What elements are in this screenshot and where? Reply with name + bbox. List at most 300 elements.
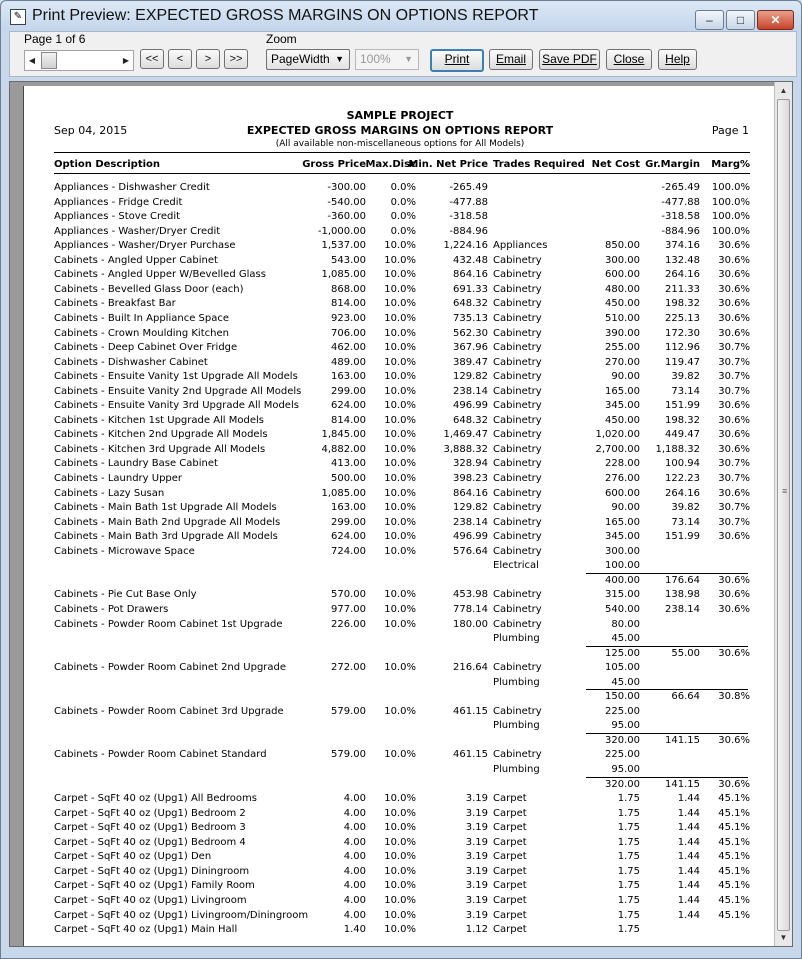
cell-gross-price: 4.00 (343, 880, 366, 892)
cell-min-net-price: 453.98 (453, 589, 488, 601)
cell-trade: Carpet (493, 880, 527, 892)
cell-trade: Carpet (493, 909, 527, 921)
cell-description: Cabinets - Main Bath 3rd Upgrade All Models (54, 531, 278, 543)
cell-max-disc: 10.0% (384, 240, 416, 252)
table-row (24, 211, 776, 224)
cell-marg-pct: 30.6% (718, 647, 750, 659)
subtotal-divider (586, 777, 748, 778)
cell-min-net-price: 3.19 (465, 894, 488, 906)
cell-net-cost: 1.75 (617, 836, 640, 848)
cell-description: Cabinets - Pot Drawers (54, 603, 169, 615)
cell-marg-pct: 30.7% (718, 342, 750, 354)
cell-gr-margin: 39.82 (671, 502, 700, 514)
cell-description: Cabinets - Ensuite Vanity 2nd Upgrade All Models (54, 385, 302, 397)
cell-min-net-price: 129.82 (453, 502, 488, 514)
cell-gross-price: 299.00 (331, 385, 366, 397)
scroll-grip-icon: ≡ (782, 486, 788, 496)
table-row (24, 851, 776, 864)
last-page-button[interactable]: >> (224, 49, 248, 69)
cell-description: Cabinets - Dishwasher Cabinet (54, 356, 208, 368)
cell-net-cost: 1.75 (617, 822, 640, 834)
cell-trade: Cabinetry (493, 298, 542, 310)
cell-gross-price: 1.40 (343, 924, 366, 936)
cell-description: Carpet - SqFt 40 oz (Upg1) Livingroom/Diningroom (54, 909, 309, 921)
table-row (24, 473, 776, 486)
title-bar[interactable] (1, 1, 801, 31)
cell-gross-price: 624.00 (331, 400, 366, 412)
first-page-button[interactable]: << (140, 49, 164, 69)
scroll-down-arrow-icon[interactable]: ▼ (779, 933, 788, 942)
cell-gross-price: 814.00 (331, 414, 366, 426)
cell-net-cost: 300.00 (605, 254, 640, 266)
cell-gr-margin: 112.96 (665, 342, 700, 354)
table-row (24, 808, 776, 821)
cell-trade: Cabinetry (493, 385, 542, 397)
cell-marg-pct: 100.0% (711, 196, 750, 208)
cell-max-disc: 10.0% (384, 807, 416, 819)
cell-gross-price: 500.00 (331, 473, 366, 484)
cell-trade: Cabinetry (493, 531, 542, 543)
cell-marg-pct: 100.0% (711, 211, 750, 223)
cell-gr-margin: 73.14 (671, 385, 700, 397)
table-row (24, 764, 776, 777)
cell-net-cost: 225.00 (605, 705, 640, 717)
cell-max-disc: 10.0% (384, 545, 416, 557)
cell-description: Cabinets - Laundry Upper (54, 473, 183, 484)
cell-max-disc: 0.0% (390, 196, 416, 208)
cell-gr-margin: 122.23 (665, 473, 700, 484)
cell-gross-price: 724.00 (331, 545, 366, 557)
cell-net-cost: 105.00 (605, 662, 640, 674)
subtotal-divider (586, 646, 748, 647)
cell-description: Cabinets - Kitchen 1st Upgrade All Models (54, 414, 264, 426)
cell-marg-pct: 45.1% (718, 880, 750, 892)
zoom-percent-value: 100% (360, 52, 391, 66)
table-row (24, 924, 776, 937)
cell-gr-margin: -318.58 (661, 211, 700, 223)
cell-trade: Plumbing (493, 633, 540, 645)
cell-max-disc: 10.0% (384, 894, 416, 906)
cell-trade: Cabinetry (493, 414, 542, 426)
cell-gr-margin: 1.44 (677, 909, 700, 921)
cell-marg-pct: 30.6% (718, 254, 750, 266)
save-pdf-button[interactable]: Save PDF (539, 49, 600, 70)
cell-max-disc: 10.0% (384, 822, 416, 834)
cell-net-cost: 1.75 (617, 894, 640, 906)
table-row (24, 298, 776, 311)
cell-gross-price: 543.00 (331, 254, 366, 266)
cell-net-cost: 320.00 (605, 734, 640, 746)
table-row (24, 662, 776, 675)
cell-min-net-price: 328.94 (453, 458, 488, 470)
page-scrollbar[interactable] (24, 50, 134, 71)
cell-max-disc: 10.0% (384, 342, 416, 354)
cell-description: Appliances - Washer/Dryer Credit (54, 225, 221, 237)
cell-min-net-price: 864.16 (453, 269, 488, 281)
cell-description: Carpet - SqFt 40 oz (Upg1) Den (54, 851, 212, 863)
help-button[interactable]: Help (658, 49, 697, 70)
subtotal-row (24, 575, 776, 588)
cell-marg-pct: 30.6% (718, 429, 750, 441)
cell-gr-margin: 141.15 (665, 778, 700, 790)
cell-marg-pct: 45.1% (718, 851, 750, 863)
cell-marg-pct: 30.6% (718, 603, 750, 615)
cell-description: Carpet - SqFt 40 oz (Upg1) Family Room (54, 880, 255, 892)
cell-max-disc: 10.0% (384, 458, 416, 470)
cell-description: Appliances - Stove Credit (54, 211, 181, 223)
cell-marg-pct: 30.6% (718, 574, 750, 586)
table-row (24, 604, 776, 617)
cell-max-disc: 10.0% (384, 269, 416, 281)
col-header-gross-price: Gross Price (302, 159, 366, 170)
cell-gross-price: 977.00 (331, 603, 366, 615)
cell-gross-price: 4.00 (343, 894, 366, 906)
col-header-max-disc: Max.Disc (365, 159, 416, 170)
cell-gross-price: 570.00 (331, 589, 366, 601)
cell-gross-price: 1,085.00 (321, 269, 366, 281)
cell-max-disc: 10.0% (384, 400, 416, 412)
cell-net-cost: 1.75 (617, 924, 640, 936)
cell-max-disc: 10.0% (384, 749, 416, 761)
cell-max-disc: 10.0% (384, 589, 416, 601)
cell-trade: Cabinetry (493, 618, 542, 630)
cell-gr-margin: 1.44 (677, 836, 700, 848)
print-button[interactable]: Print (430, 49, 484, 72)
table-row (24, 895, 776, 908)
cell-gross-price: 226.00 (331, 618, 366, 630)
cell-description: Cabinets - Powder Room Cabinet Standard (54, 749, 267, 761)
cell-gr-margin: -884.96 (661, 225, 700, 237)
cell-min-net-price: 180.00 (453, 618, 488, 630)
table-row (24, 415, 776, 428)
cell-description: Cabinets - Powder Room Cabinet 2nd Upgrade (54, 662, 287, 674)
cell-gr-margin: 151.99 (665, 400, 700, 412)
cell-description: Carpet - SqFt 40 oz (Upg1) Bedroom 4 (54, 836, 246, 848)
cell-description: Cabinets - Powder Room Cabinet 3rd Upgrade (54, 705, 284, 717)
cell-min-net-price: 389.47 (453, 356, 488, 368)
table-row (24, 313, 776, 326)
cell-min-net-price: 3.19 (465, 836, 488, 848)
cell-gr-margin: 264.16 (665, 487, 700, 499)
cell-description: Cabinets - Kitchen 3rd Upgrade All Models (54, 443, 266, 455)
cell-gross-price: 4.00 (343, 793, 366, 805)
cell-gr-margin: 1,188.32 (655, 443, 700, 455)
vertical-scroll-thumb[interactable] (777, 99, 790, 931)
cell-gross-price: 923.00 (331, 312, 366, 324)
cell-trade: Cabinetry (493, 487, 542, 499)
table-row (24, 386, 776, 399)
report-viewer[interactable] (9, 81, 793, 947)
cell-net-cost: 228.00 (605, 458, 640, 470)
cell-trade: Carpet (493, 793, 527, 805)
chevron-down-icon: ▼ (335, 54, 344, 64)
cell-net-cost: 1,020.00 (595, 429, 640, 441)
cell-min-net-price: 238.14 (453, 385, 488, 397)
cell-gr-margin: 264.16 (665, 269, 700, 281)
cell-gross-price: 4.00 (343, 807, 366, 819)
table-row (24, 357, 776, 370)
cell-description: Cabinets - Microwave Space (54, 545, 195, 557)
next-page-button[interactable]: > (196, 49, 220, 69)
cell-gr-margin: 138.98 (665, 589, 700, 601)
subtotal-row (24, 735, 776, 748)
report-project-name: SAMPLE PROJECT (346, 109, 454, 122)
cell-description: Cabinets - Lazy Susan (54, 487, 165, 499)
cell-net-cost: 345.00 (605, 400, 640, 412)
cell-net-cost: 345.00 (605, 531, 640, 543)
cell-min-net-price: 778.14 (453, 603, 488, 615)
table-row (24, 880, 776, 893)
page-scroll-thumb[interactable] (41, 52, 57, 69)
col-header-description: Option Description (54, 159, 161, 170)
cell-gross-price: 1,537.00 (321, 240, 366, 252)
cell-net-cost: 270.00 (605, 356, 640, 368)
cell-min-net-price: 3.19 (465, 880, 488, 892)
table-row (24, 531, 776, 544)
column-header-divider (54, 173, 750, 174)
cell-trade: Carpet (493, 851, 527, 863)
cell-max-disc: 10.0% (384, 880, 416, 892)
cell-gross-price: 4.00 (343, 909, 366, 921)
table-row (24, 793, 776, 806)
table-row (24, 444, 776, 457)
close-button[interactable]: Close (606, 49, 652, 70)
cell-min-net-price: 691.33 (453, 283, 488, 295)
column-header-row (24, 159, 776, 173)
cell-gr-margin: 132.48 (665, 254, 700, 266)
cell-max-disc: 10.0% (384, 371, 416, 383)
cell-gr-margin: 119.47 (665, 356, 700, 368)
scroll-up-arrow-icon[interactable]: ▲ (779, 86, 788, 95)
table-row (24, 284, 776, 297)
cell-gross-price: 4.00 (343, 822, 366, 834)
cell-min-net-price: -265.49 (449, 182, 488, 193)
cell-net-cost: 600.00 (605, 487, 640, 499)
cell-max-disc: 10.0% (384, 516, 416, 528)
cell-min-net-price: 648.32 (453, 298, 488, 310)
cell-trade: Cabinetry (493, 269, 542, 281)
subtotal-row (24, 648, 776, 661)
cell-marg-pct: 30.6% (718, 400, 750, 412)
cell-max-disc: 10.0% (384, 414, 416, 426)
cell-gross-price: 163.00 (331, 502, 366, 514)
table-row (24, 226, 776, 239)
cell-min-net-price: -477.88 (449, 196, 488, 208)
cell-marg-pct: 45.1% (718, 793, 750, 805)
cell-net-cost: 450.00 (605, 298, 640, 310)
cell-gross-price: 868.00 (331, 283, 366, 295)
cell-gross-price: 4.00 (343, 851, 366, 863)
cell-max-disc: 10.0% (384, 356, 416, 368)
cell-description: Cabinets - Laundry Base Cabinet (54, 458, 218, 470)
vertical-scrollbar[interactable] (774, 82, 792, 946)
scroll-right-arrow-icon[interactable]: ▶ (122, 56, 130, 65)
cell-trade: Carpet (493, 924, 527, 936)
cell-gr-margin: 198.32 (665, 298, 700, 310)
cell-description: Appliances - Fridge Credit (54, 196, 183, 208)
cell-gross-price: 4.00 (343, 865, 366, 877)
cell-net-cost: 1.75 (617, 880, 640, 892)
cell-trade: Cabinetry (493, 458, 542, 470)
col-header-min-net-price: Min. Net Price (408, 159, 488, 170)
cell-description: Carpet - SqFt 40 oz (Upg1) Bedroom 3 (54, 822, 246, 834)
cell-net-cost: 1.75 (617, 851, 640, 863)
cell-gross-price: 579.00 (331, 705, 366, 717)
cell-gross-price: 4.00 (343, 836, 366, 848)
cell-net-cost: 90.00 (611, 502, 640, 514)
cell-gr-margin: -477.88 (661, 196, 700, 208)
col-header-net-cost: Net Cost (591, 159, 640, 170)
cell-marg-pct: 30.7% (718, 502, 750, 514)
cell-trade: Plumbing (493, 720, 540, 732)
table-row (24, 677, 776, 690)
cell-min-net-price: 3,888.32 (443, 443, 488, 455)
cell-marg-pct: 45.1% (718, 807, 750, 819)
cell-marg-pct: 30.7% (718, 516, 750, 528)
cell-min-net-price: 562.30 (453, 327, 488, 339)
cell-min-net-price: 398.23 (453, 473, 488, 484)
cell-marg-pct: 30.6% (718, 414, 750, 426)
table-row (24, 182, 776, 195)
cell-gr-margin: 141.15 (665, 734, 700, 746)
cell-net-cost: 480.00 (605, 283, 640, 295)
cell-min-net-price: 3.19 (465, 793, 488, 805)
report-title: EXPECTED GROSS MARGINS ON OPTIONS REPORT (246, 124, 554, 137)
cell-trade: Carpet (493, 894, 527, 906)
cell-gross-price: 163.00 (331, 371, 366, 383)
email-button[interactable]: Email (489, 49, 533, 70)
cell-description: Cabinets - Breakfast Bar (54, 298, 176, 310)
maximize-button[interactable]: □ (726, 10, 755, 30)
cell-net-cost: 125.00 (605, 647, 640, 659)
minimize-button[interactable]: – (695, 10, 724, 30)
cell-marg-pct: 30.7% (718, 385, 750, 397)
cell-net-cost: 2,700.00 (595, 443, 640, 455)
cell-net-cost: 315.00 (605, 589, 640, 601)
cell-gr-margin: 39.82 (671, 371, 700, 383)
cell-marg-pct: 30.6% (718, 283, 750, 295)
cell-min-net-price: 129.82 (453, 371, 488, 383)
cell-max-disc: 10.0% (384, 312, 416, 324)
cell-gross-price: 579.00 (331, 749, 366, 761)
cell-trade: Cabinetry (493, 705, 542, 717)
cell-trade: Cabinetry (493, 371, 542, 383)
cell-description: Cabinets - Powder Room Cabinet 1st Upgrade (54, 618, 283, 630)
cell-net-cost: 1.75 (617, 807, 640, 819)
cell-max-disc: 0.0% (390, 225, 416, 237)
cell-gr-margin: 55.00 (671, 647, 700, 659)
cell-max-disc: 10.0% (384, 283, 416, 295)
cell-max-disc: 10.0% (384, 603, 416, 615)
cell-trade: Cabinetry (493, 502, 542, 514)
cell-gross-price: 4,882.00 (321, 443, 366, 455)
cell-description: Carpet - SqFt 40 oz (Upg1) Livingroom (54, 894, 247, 906)
cell-trade: Cabinetry (493, 589, 542, 601)
cell-gr-margin: 225.13 (665, 312, 700, 324)
cell-trade: Cabinetry (493, 749, 542, 761)
cell-gr-margin: 449.47 (665, 429, 700, 441)
cell-max-disc: 10.0% (384, 705, 416, 717)
cell-gross-price: -300.00 (327, 182, 366, 193)
cell-max-disc: 10.0% (384, 473, 416, 484)
cell-min-net-price: -884.96 (449, 225, 488, 237)
table-row (24, 633, 776, 646)
table-row (24, 749, 776, 762)
cell-description: Cabinets - Angled Upper W/Bevelled Glass (54, 269, 266, 281)
cell-trade: Cabinetry (493, 545, 542, 557)
prev-page-button[interactable]: < (168, 49, 192, 69)
cell-trade: Electrical (493, 560, 539, 572)
table-row (24, 269, 776, 282)
cell-net-cost: 540.00 (605, 603, 640, 615)
cell-trade: Cabinetry (493, 312, 542, 324)
cell-gross-price: 706.00 (331, 327, 366, 339)
cell-marg-pct: 30.6% (718, 298, 750, 310)
table-row (24, 458, 776, 471)
cell-description: Cabinets - Kitchen 2nd Upgrade All Models (54, 429, 268, 441)
cell-trade: Plumbing (493, 764, 540, 775)
cell-min-net-price: 367.96 (453, 342, 488, 354)
cell-net-cost: 90.00 (611, 371, 640, 383)
cell-gr-margin: 1.44 (677, 865, 700, 877)
cell-trade: Carpet (493, 822, 527, 834)
subtotal-divider (586, 733, 748, 734)
cell-trade: Cabinetry (493, 400, 542, 412)
close-window-button[interactable]: ✕ (757, 10, 794, 30)
subtotal-row (24, 779, 776, 792)
cell-min-net-price: 238.14 (453, 516, 488, 528)
cell-gr-margin: 73.14 (671, 516, 700, 528)
subtotal-divider (586, 573, 748, 574)
cell-marg-pct: 30.6% (718, 589, 750, 601)
table-row (24, 589, 776, 602)
table-row (24, 371, 776, 384)
cell-max-disc: 10.0% (384, 385, 416, 397)
page-indicator: Page 1 of 6 (24, 32, 86, 46)
subtotal-row (24, 691, 776, 704)
cell-trade: Carpet (493, 807, 527, 819)
cell-marg-pct: 30.6% (718, 327, 750, 339)
zoom-mode-select[interactable] (266, 49, 350, 70)
cell-net-cost: 225.00 (605, 749, 640, 761)
cell-max-disc: 10.0% (384, 487, 416, 499)
table-row (24, 546, 776, 559)
cell-description: Cabinets - Pie Cut Base Only (54, 589, 197, 601)
cell-marg-pct: 30.6% (718, 487, 750, 499)
table-row (24, 342, 776, 355)
cell-max-disc: 10.0% (384, 793, 416, 805)
cell-marg-pct: 30.6% (718, 240, 750, 252)
cell-marg-pct: 45.1% (718, 894, 750, 906)
zoom-percent-select[interactable] (355, 49, 419, 70)
cell-description: Carpet - SqFt 40 oz (Upg1) All Bedrooms (54, 793, 257, 805)
cell-min-net-price: 461.15 (453, 705, 488, 717)
cell-gr-margin: 374.16 (665, 240, 700, 252)
cell-gr-margin: 1.44 (677, 851, 700, 863)
cell-trade: Cabinetry (493, 356, 542, 368)
cell-gr-margin: 238.14 (665, 603, 700, 615)
cell-max-disc: 10.0% (384, 443, 416, 455)
cell-trade: Cabinetry (493, 327, 542, 339)
cell-trade: Cabinetry (493, 283, 542, 295)
cell-gr-margin: -265.49 (661, 182, 700, 193)
cell-gr-margin: 1.44 (677, 880, 700, 892)
cell-marg-pct: 30.7% (718, 473, 750, 484)
cell-gr-margin: 1.44 (677, 793, 700, 805)
scroll-left-arrow-icon[interactable]: ◀ (28, 56, 36, 65)
cell-max-disc: 10.0% (384, 662, 416, 674)
cell-marg-pct: 45.1% (718, 865, 750, 877)
